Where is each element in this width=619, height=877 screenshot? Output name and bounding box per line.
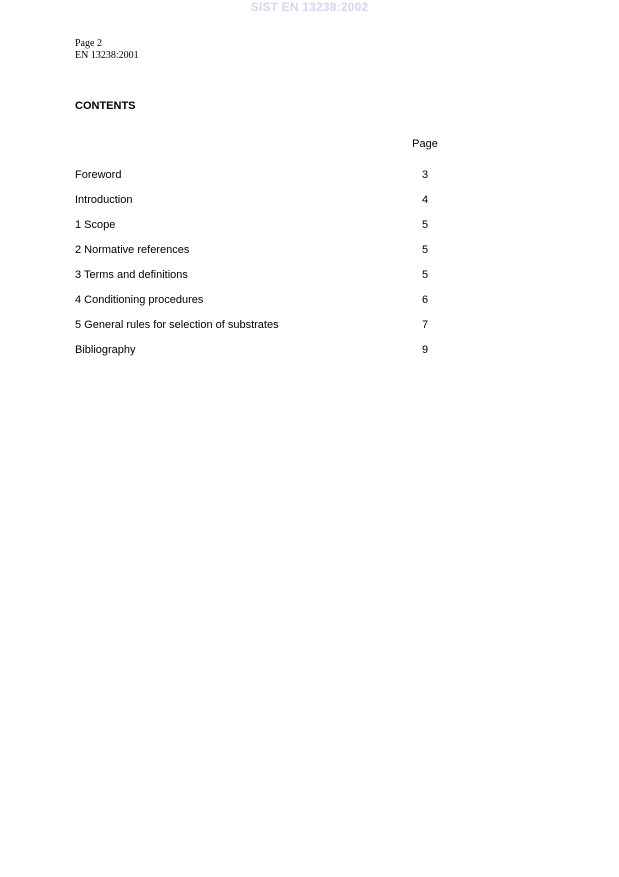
toc-entry-title: Introduction (75, 194, 133, 206)
toc-entry-title: 1 Scope (75, 219, 116, 231)
toc-entry-page: 6 (421, 294, 429, 306)
toc-entry-title: 5 General rules for selection of substrates (75, 319, 279, 331)
toc-entry-scope (75, 219, 475, 244)
table-of-contents (75, 169, 475, 369)
toc-entry-title: 3 Terms and definitions (75, 269, 188, 281)
toc-entry-general-rules (75, 319, 475, 344)
toc-entry-normative-references (75, 244, 475, 269)
page-header (75, 38, 139, 62)
toc-entry-conditioning-procedures (75, 294, 475, 319)
toc-entry-page: 4 (421, 194, 429, 206)
page-column-header: Page (412, 138, 438, 150)
toc-entry-foreword (75, 169, 475, 194)
toc-entry-page: 9 (421, 344, 429, 356)
toc-entry-page: 3 (421, 169, 429, 181)
toc-entry-terms-and-definitions (75, 269, 475, 294)
watermark: SIST EN 13238:2002 (250, 0, 369, 14)
page-number-label: Page 2 (75, 38, 102, 49)
toc-entry-title: Bibliography (75, 344, 136, 356)
toc-entry-title: 2 Normative references (75, 244, 190, 256)
contents-heading: CONTENTS (75, 100, 136, 112)
toc-entry-page: 5 (421, 244, 429, 256)
standard-reference: EN 13238:2001 (75, 50, 139, 61)
toc-entry-title: 4 Conditioning procedures (75, 294, 204, 306)
toc-entry-bibliography (75, 344, 475, 369)
toc-entry-title: Foreword (75, 169, 122, 181)
toc-entry-page: 5 (421, 269, 429, 281)
toc-entry-introduction (75, 194, 475, 219)
toc-entry-page: 7 (421, 319, 429, 331)
toc-entry-page: 5 (421, 219, 429, 231)
